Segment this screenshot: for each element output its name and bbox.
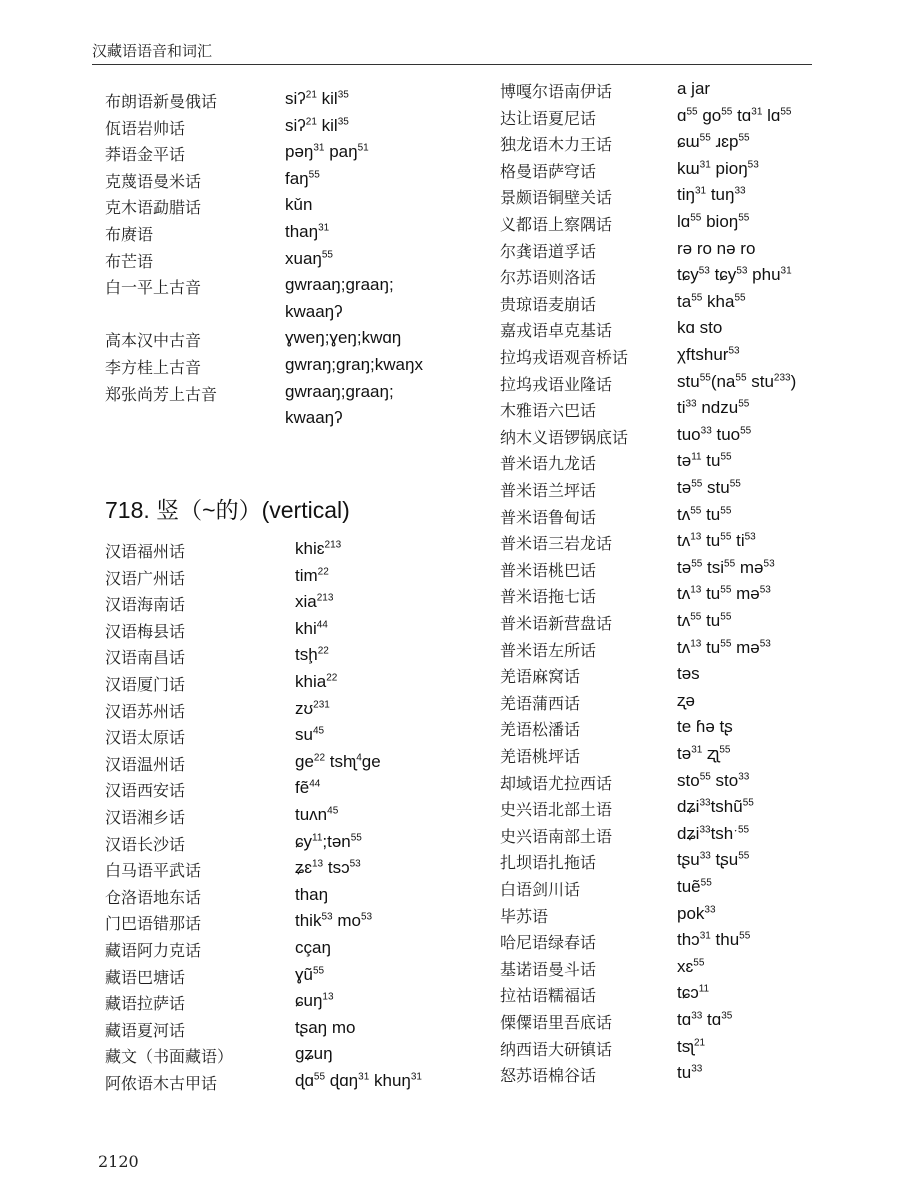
phonetic-form: te ɦə tʂ <box>677 717 733 737</box>
dialect-name: 木雅语六巴话 <box>500 401 597 421</box>
phonetic-form: tɕɔ$^{11}$ <box>677 983 710 1003</box>
phonetic-form: khiɛ$^{213}$ <box>295 539 342 558</box>
phonetic-form: $ti^{33}$ ndzu$^{55}$ <box>677 398 750 418</box>
dialect-name: 白语剑川话 <box>500 880 581 899</box>
phonetic-form: χftshur$^{53}$ <box>677 345 740 364</box>
dialect-name: 汉语太原话 <box>105 728 186 748</box>
dialect-name: 阿侬语木古甲话 <box>105 1074 218 1093</box>
phonetic-form: xia$^{213}$ <box>295 592 334 612</box>
dialect-name: 尔龚语道孚话 <box>500 241 597 261</box>
phonetic-form: tʌ$^{13}$ $tu^{55}$ mə$^{53}$ <box>677 584 771 604</box>
dialect-name: 藏文（书面藏语） <box>105 1047 234 1067</box>
phonetic-form: khi$^{44}$ <box>295 618 328 638</box>
dialect-name: 普米语左所话 <box>500 640 597 660</box>
phonetic-form: dʑi$^{33}$tshũ$^{55}$ <box>677 797 754 817</box>
phonetic-form: kwaaŋʔ <box>285 301 343 321</box>
dialect-name: 普米语九龙话 <box>500 454 597 474</box>
dialect-name: 基诺语曼斗话 <box>500 959 597 979</box>
phonetic-form: cçaŋ <box>295 938 331 957</box>
phonetic-form: tʌ$^{13}$ $tu^{55}$ mə$^{53}$ <box>677 637 771 657</box>
dialect-name: 汉语苏州话 <box>105 701 186 721</box>
phonetic-form: zʊ$^{231}$ <box>295 698 330 718</box>
dialect-name: 却域语尤拉西话 <box>500 773 613 793</box>
phonetic-form: tim$^{22}$ <box>295 565 329 585</box>
dialect-name: 独龙语木力王话 <box>500 135 613 155</box>
phonetic-form: kɑ sto <box>677 318 723 338</box>
dialect-name: 拉坞戎语观音桥话 <box>500 348 629 367</box>
phonetic-form: tuo$^{33}$ tuo$^{55}$ <box>677 424 752 444</box>
phonetic-form: ɣũ$^{55}$ <box>295 964 325 984</box>
dialect-name: 克木语勐腊话 <box>105 198 202 218</box>
dialect-name: 普米语兰坪话 <box>500 481 597 500</box>
phonetic-form: $stu^{55}(na^{55}$ stu$^{233}$) <box>677 371 797 391</box>
dialect-name: 羌语麻窝话 <box>500 667 581 687</box>
page-number: 2120 <box>98 1152 139 1171</box>
phonetic-form: ɣweŋ;ɣeŋ;kwɑŋ <box>285 328 402 348</box>
dialect-name: 羌语蒲西话 <box>500 693 581 713</box>
phonetic-form: fẽ$^{44}$ <box>295 778 321 798</box>
dialect-name: 义都语上察隅话 <box>500 215 613 234</box>
dialect-name: 嘉戎语卓克基话 <box>500 321 613 341</box>
phonetic-form: faŋ$^{55}$ <box>285 168 320 188</box>
dialect-name: 门巴语错那话 <box>105 914 202 934</box>
phonetic-form: kǔn <box>285 195 313 215</box>
phonetic-form: ɖɑ$^{55}$ ɖɑŋ$^{31}$ khuŋ$^{31}$ <box>295 1071 422 1090</box>
dialect-name: 拉坞戎语业隆话 <box>500 374 613 394</box>
dialect-name: 拉祜语糯福话 <box>500 986 597 1006</box>
phonetic-form: tə$^{31}$ ʐʅ$^{55}$ <box>677 744 731 763</box>
dialect-name: 扎坝语扎拖话 <box>500 853 597 873</box>
phonetic-form: tʂaŋ mo <box>295 1017 356 1037</box>
phonetic-form: tə$^{11}$ $tu^{55}$ <box>677 451 732 471</box>
header-rule <box>92 64 812 65</box>
phonetic-form: $ta^{55}$ kha$^{55}$ <box>677 291 746 311</box>
phonetic-form: tʌ$^{13}$ $tu^{55}$ $ti^{53}$ <box>677 531 756 551</box>
phonetic-form: thaŋ$^{31}$ <box>285 222 330 241</box>
phonetic-form: siʔ$^{21}$ kil$^{35}$ <box>285 115 349 135</box>
phonetic-form: siʔ$^{21}$ kil$^{35}$ <box>285 89 349 108</box>
phonetic-form: tɑ$^{33}$ tɑ$^{35}$ <box>677 1010 733 1029</box>
dialect-name: 白马语平武话 <box>105 861 202 881</box>
phonetic-form: tiŋ$^{31}$ tuŋ$^{33}$ <box>677 185 746 205</box>
phonetic-form: tʌ$^{55}$ $tu^{55}$ <box>677 504 732 524</box>
dialect-name: 景颇语铜壁关话 <box>500 188 613 208</box>
dialect-name: 史兴语南部土语 <box>500 826 613 846</box>
phonetic-form: dʑi$^{33}$tshˑ$^{55}$ <box>677 823 750 843</box>
phonetic-form: tə$^{55}$ tsi$^{55}$ mə$^{53}$ <box>677 557 775 577</box>
running-header: 汉藏语语音和词汇 <box>92 42 213 60</box>
dialect-name: 纳木义语锣锅底话 <box>500 427 629 447</box>
dialect-name: 汉语南昌话 <box>105 648 186 668</box>
phonetic-form: tsḩ$^{22}$ <box>295 645 329 665</box>
phonetic-form: xɛ$^{55}$ <box>677 956 705 976</box>
dialect-name: 纳西语大研镇话 <box>500 1039 613 1059</box>
phonetic-form: lɑ$^{55}$ bioŋ$^{55}$ <box>677 212 750 231</box>
phonetic-form: pok$^{33}$ <box>677 903 716 923</box>
dialect-name: 普米语鲁甸话 <box>500 507 597 527</box>
dialect-name: 傈僳语里吾底话 <box>500 1013 613 1032</box>
phonetic-form: thik$^{53}$ $mo^{53}$ <box>295 911 373 931</box>
dialect-name: 布朗语新曼俄话 <box>105 92 218 111</box>
dialect-name: 羌语松潘话 <box>500 720 581 740</box>
phonetic-form: tsʅ$^{21}$ <box>677 1036 706 1056</box>
dialect-name: 普米语新营盘话 <box>500 614 613 633</box>
phonetic-form: gʑuŋ <box>295 1044 333 1064</box>
phonetic-form: thɔ$^{31}$ thu$^{55}$ <box>677 930 751 950</box>
phonetic-form: rə ro nə ro <box>677 238 756 258</box>
dialect-name: 哈尼语绿春话 <box>500 933 597 953</box>
dialect-name: 藏语夏河话 <box>105 1020 186 1040</box>
phonetic-form: ɕuŋ$^{13}$ <box>295 991 334 1011</box>
phonetic-form: tuẽ$^{55}$ <box>677 877 712 896</box>
dialect-name: 羌语桃坪话 <box>500 747 581 766</box>
dialect-name: 怒苏语棉谷话 <box>500 1066 597 1086</box>
phonetic-form: ɕy$^{11}$;tən$^{55}$ <box>295 831 362 851</box>
phonetic-form: ɕɯ$^{55}$ ɹɛp$^{55}$ <box>677 132 750 152</box>
dialect-name: 史兴语北部土语 <box>500 800 613 820</box>
phonetic-form: gwraŋ;graŋ;kwaŋx <box>285 355 423 374</box>
phonetic-form: $ge^{22}$ tshʅ$^4$ge <box>295 751 381 771</box>
dialect-name: 汉语福州话 <box>105 542 186 561</box>
dialect-name: 格曼语萨穹话 <box>500 161 597 181</box>
dialect-name: 李方桂上古音 <box>105 358 202 377</box>
phonetic-form: xuaŋ$^{55}$ <box>285 248 333 268</box>
phonetic-form: pəŋ$^{31}$ paŋ$^{51}$ <box>285 142 369 162</box>
phonetic-form: sto$^{55}$ sto$^{33}$ <box>677 770 750 790</box>
section-title: 718. 竖（~的）(vertical) <box>105 497 350 523</box>
dialect-name: 汉语湘乡话 <box>105 808 186 827</box>
phonetic-form: tʌ$^{55}$ $tu^{55}$ <box>677 611 732 630</box>
dialect-name: 藏语阿力克话 <box>105 941 202 960</box>
dialect-name: 汉语厦门话 <box>105 675 186 694</box>
phonetic-form: thaŋ <box>295 884 329 904</box>
dialect-name: 佤语岩帅话 <box>105 118 186 138</box>
dialect-name: 尔苏语则洛话 <box>500 268 597 288</box>
dialect-name: 布芒语 <box>105 251 154 271</box>
dialect-name: 普米语拖七话 <box>500 587 597 607</box>
dialect-name: 汉语长沙话 <box>105 834 186 854</box>
phonetic-form: $su^{45}$ <box>295 725 325 745</box>
dialect-name: 汉语海南话 <box>105 595 186 615</box>
dialect-name: 汉语温州话 <box>105 754 186 774</box>
dialect-name: 郑张尚芳上古音 <box>105 384 218 404</box>
dialect-name: 贵琼语麦崩话 <box>500 294 597 314</box>
dialect-name: 藏语巴塘话 <box>105 967 186 987</box>
phonetic-form: $tu^{33}$ <box>677 1063 703 1083</box>
dialect-name: 博嘎尔语南伊话 <box>500 82 613 101</box>
phonetic-form: khia$^{22}$ <box>295 672 338 691</box>
dialect-name: 藏语拉萨话 <box>105 994 186 1014</box>
dialect-name: 仓洛语地东话 <box>105 887 202 907</box>
phonetic-form: tɕy$^{53}$ tɕy$^{53}$ phu$^{31}$ <box>677 265 792 285</box>
dialect-name: 达让语夏尼话 <box>500 108 597 128</box>
phonetic-form: kɯ$^{31}$ pioŋ$^{53}$ <box>677 158 759 178</box>
phonetic-form: tə$^{55}$ stu$^{55}$ <box>677 478 741 497</box>
phonetic-form: gwraaŋ;graaŋ; <box>285 381 394 401</box>
dialect-name: 克蔑语曼米话 <box>105 171 202 191</box>
dialect-name: 汉语西安话 <box>105 781 186 801</box>
dialect-name: 普米语桃巴话 <box>500 560 597 580</box>
dialect-name: 汉语梅县话 <box>105 621 186 641</box>
phonetic-form: kwaaŋʔ <box>285 408 343 428</box>
phonetic-form: tʂu$^{33}$ tʂu$^{55}$ <box>677 850 750 870</box>
phonetic-form: təs <box>677 664 700 684</box>
phonetic-form: ʑɛ$^{13}$ tsɔ$^{53}$ <box>295 858 361 878</box>
dialect-name: 高本汉中古音 <box>105 331 202 351</box>
phonetic-form: ɑ$^{55}$ $go^{55}$ tɑ$^{31}$ lɑ$^{55}$ <box>677 105 792 125</box>
phonetic-form: ʐə <box>677 690 695 710</box>
phonetic-form: gwraaŋ;graaŋ; <box>285 275 394 295</box>
dialect-name: 莽语金平话 <box>105 145 186 165</box>
dialect-name: 毕苏语 <box>500 906 549 926</box>
dialect-name: 汉语广州话 <box>105 568 186 588</box>
dialect-name: 布赓语 <box>105 225 154 244</box>
phonetic-form: tuʌn$^{45}$ <box>295 805 339 824</box>
phonetic-form: a jar <box>677 79 711 98</box>
dialect-name: 普米语三岩龙话 <box>500 534 613 554</box>
dialect-name: 白一平上古音 <box>105 278 202 298</box>
